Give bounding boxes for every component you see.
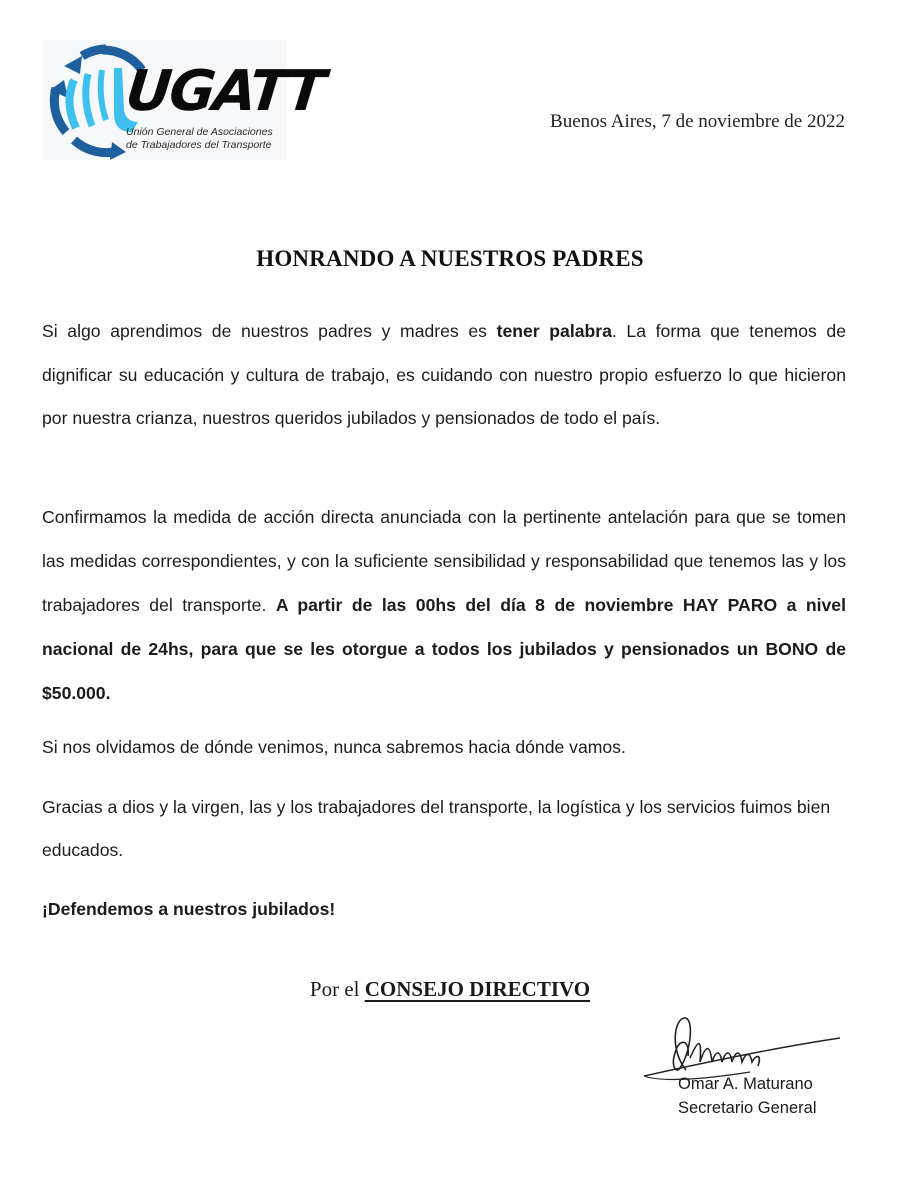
paragraph-2-text: Confirmamos la medida de acción directa anunciada con la pertinente antelación para que se tomen las medidas correspondientes, y con la suficiente sensibilidad y responsabilidad que tenemos las y los trabajadores del transporte. (42, 507, 846, 615)
paragraph-2 (42, 495, 846, 715)
date-line: Buenos Aires, 7 de noviembre de 2022 (550, 111, 845, 132)
paragraph-1 (42, 310, 846, 441)
paragraph-1-emphasis: tener palabra (496, 321, 612, 341)
signed-by-label: Por el (309, 977, 365, 1001)
strike-announcement: A partir de las 00hs del día 8 de noviembre HAY PARO a nivel nacional de 24hs, para que se les otorgue a todos los jubilados y pensionados un BONO de $50.000. (42, 595, 846, 703)
signer-block (678, 1072, 817, 1120)
signed-by-line (0, 977, 900, 1002)
paragraph-3: Si nos olvidamos de dónde venimos, nunca sabremos hacia dónde vamos. (42, 737, 626, 757)
logo-subtitle-line-2: de Trabajadores del Transporte (126, 139, 272, 151)
paragraph-1-text-b: . La forma que tenemos de dignificar su educación y cultura de trabajo, es cuidando con nuestro propio esfuerzo lo que hicieron por nuestra crianza, nuestros queridos jubilados y pensionados de todo el país. (42, 321, 846, 428)
paragraph-4: Gracias a dios y la virgen, las y los trabajadores del transporte, la logística y los servicios fuimos bien educados. (42, 797, 831, 860)
signer-role: Secretario General (678, 1099, 817, 1117)
ugatt-logo (42, 40, 327, 160)
council-name: CONSEJO DIRECTIVO (364, 977, 591, 1001)
logo-subtitle (126, 126, 273, 152)
letter-title: HONRANDO A NUESTROS PADRES (256, 246, 644, 271)
logo-wordmark: UGATT (122, 59, 327, 124)
signer-name: Omar A. Maturano (678, 1075, 813, 1093)
logo-subtitle-line-1: Unión General de Asociaciones (126, 126, 273, 138)
closing-slogan: ¡Defendemos a nuestros jubilados! (42, 899, 336, 919)
paragraph-1-text-a: Si algo aprendimos de nuestros padres y madres es (42, 321, 497, 341)
